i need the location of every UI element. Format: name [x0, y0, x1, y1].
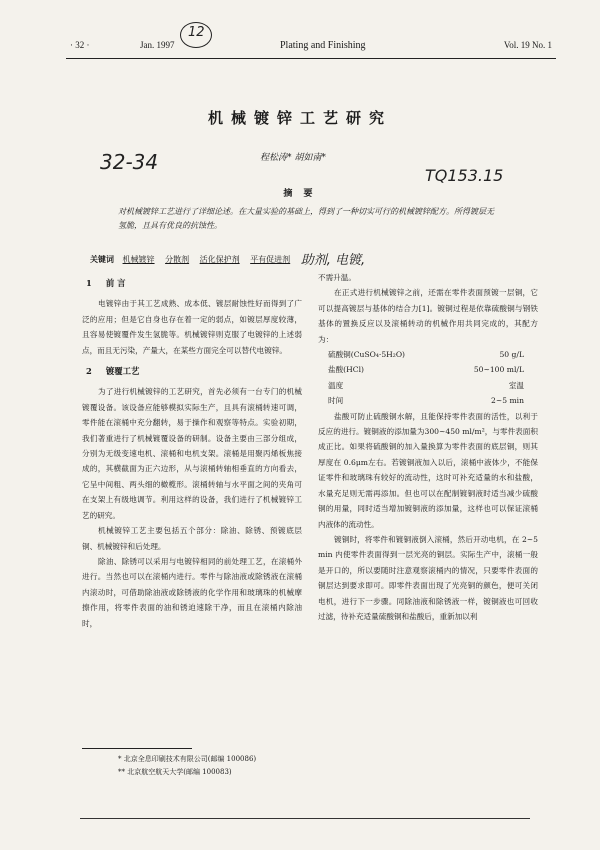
handwritten-keywords: 助剂, 电镀, — [300, 253, 366, 268]
paragraph: 除油、除锈可以采用与电镀锌相同的前处理工艺，在滚桶外进行。当然也可以在滚桶内进行。零件与除油液或除锈液在滚桶内滚动时，可借助除油液或除锈液的化学作用和玻璃珠的机械摩擦作用，将零件表面的油和锈迫速除干净，而且在滚桶内除油时， — [82, 556, 302, 628]
page-number: · 32 · — [70, 40, 90, 50]
paragraph: 电镀锌由于其工艺成熟、成本低、镀层耐蚀性好而得到了广泛的应用；但是它自身也存在着一定的弱点，如镀层厚度较薄，且容易使镀覆件发生氢脆等。机械镀锌则克服了电镀锌的上述弱点，而且无污染，产量大，在某些方面完全可以替代电镀锌。 — [82, 299, 302, 355]
footnote-rule — [82, 748, 192, 749]
paragraph: 机械镀锌工艺主要包括五个部分：除油、除锈、预镀底层铜、机械镀锌和后处理。 — [82, 526, 302, 551]
paragraph: 在正式进行机械镀锌之前，还需在零件表面预镀一层铜，它可以提高镀层与基体的结合力[1]。镀铜过程是依靠硫酸铜与钢铁基体的置换反应以及滚桶转动的机械作用共同完成的，其配方为： — [318, 288, 538, 344]
keywords-line — [90, 247, 450, 266]
keyword: 活化保护剂 — [199, 255, 240, 264]
volume-info: Vol. 19 No. 1 — [503, 40, 552, 50]
keyword: 机械镀锌 — [122, 255, 155, 264]
issue-date: Jan. 1997 — [140, 40, 175, 50]
formula-row: 盐酸(HCl) 50~100 ml/L — [328, 365, 524, 375]
formula-row: 温度 室温 — [328, 380, 524, 390]
handwritten-class-code: TQ153.15 — [425, 166, 504, 185]
right-column — [318, 270, 538, 624]
journal-name: Plating and Finishing — [280, 40, 366, 51]
section-heading: 1 前 言 — [86, 278, 126, 288]
handwritten-circled-number: 12 — [188, 25, 205, 40]
keyword: 分散剂 — [165, 255, 190, 264]
formula-row: 时间 2~5 min — [328, 396, 524, 406]
scan-artifact-line — [80, 818, 530, 819]
running-header — [70, 40, 552, 56]
authors: 程松涛* 胡如南* — [260, 153, 326, 163]
formula-row: 硫酸铜(CuSO₄·5H₂O) 50 g/L — [328, 350, 524, 360]
abstract-text: 对机械镀锌工艺进行了详细论述。在大量实验的基础上，得到了一种切实可行的机械镀锌配方。所得镀层无氢脆，且具有优良的抗蚀性。 — [118, 207, 494, 230]
paragraph: 为了进行机械镀锌的工艺研究，首先必须有一台专门的机械镀覆设备。该设备应能够模拟实际生产，且具有滚桶转速可调，零件能在滚桶中充分翻转，易于操作和观察等特点。实验初期，我们著重进行了机械镀覆设备的研制。设备主要由三部分组成，分别为无级变速电机、滚桶和电机支架。滚桶是用聚丙烯板焦接成的，其横截面为正六边形，从与滚桶转轴相垂直的方向看去，它呈中间粗、两头细的橄榄形。滚桶转轴与水平面之间的夹角可在支架上有级地调节。利用这样的设备，我们进行了机械镀锌工艺的研究。 — [82, 387, 302, 520]
keywords-label: 关键词 — [90, 254, 114, 264]
header-rule — [66, 58, 556, 59]
formula-table — [328, 347, 538, 409]
handwritten-page-range: 32-34 — [100, 150, 159, 174]
handwritten-circle — [180, 22, 212, 48]
footnote: * 北京全息印刷技术有限公司(邮编 100086) — [118, 755, 257, 763]
paragraph: 不需升温。 — [318, 273, 356, 282]
left-column — [82, 270, 302, 631]
section-heading: 2 镀覆工艺 — [86, 366, 140, 377]
paragraph: 盐酸可防止硫酸铜水解，且能保持零件表面的活性，以利于反应的进行。镀铜液的添加量为300~450 ml/m²，与零件表面积成正比。如果将硫酸铜的加入量换算为零件表面的底层铜，则其厚度在 0.6μm左右。若镀铜液加入以后，滚桶中液体少，不能保证零件和玻璃珠有较好的流动性，这时可补充适量的水和盐酸，水量充足则无需再添加。但也可以在配制镀铜液时适当减少硫酸铜的用量，同时适当增加镀铜液的添加量，这样也可以保证滚桶内液体的流动性。 — [318, 411, 538, 529]
paragraph: 镀铜时，将零件和镀铜液倒入滚桶，然后开动电机，在 2~5 min 内使零件表面得到一层光亮的铜层。实际生产中，滚桶一般是开口的，所以要随时注意观察滚桶内的情况，只要零件表面的铜层达到要求即可。即零件表面出现了光亮铜的颜色，便可关闭电机，进行下一步骤。同除油液和除锈液一样，镀铜液也可回收过滤，待补充适量硫酸铜和盐酸后，重新加以利 — [318, 534, 538, 621]
keyword: 平有促进剂 — [250, 255, 291, 264]
abstract-heading: 摘 要 — [283, 189, 317, 199]
footnote: ** 北京航空航天大学(邮编 100083) — [118, 768, 232, 776]
paper-title: 机械镀锌工艺研究 — [207, 109, 392, 127]
